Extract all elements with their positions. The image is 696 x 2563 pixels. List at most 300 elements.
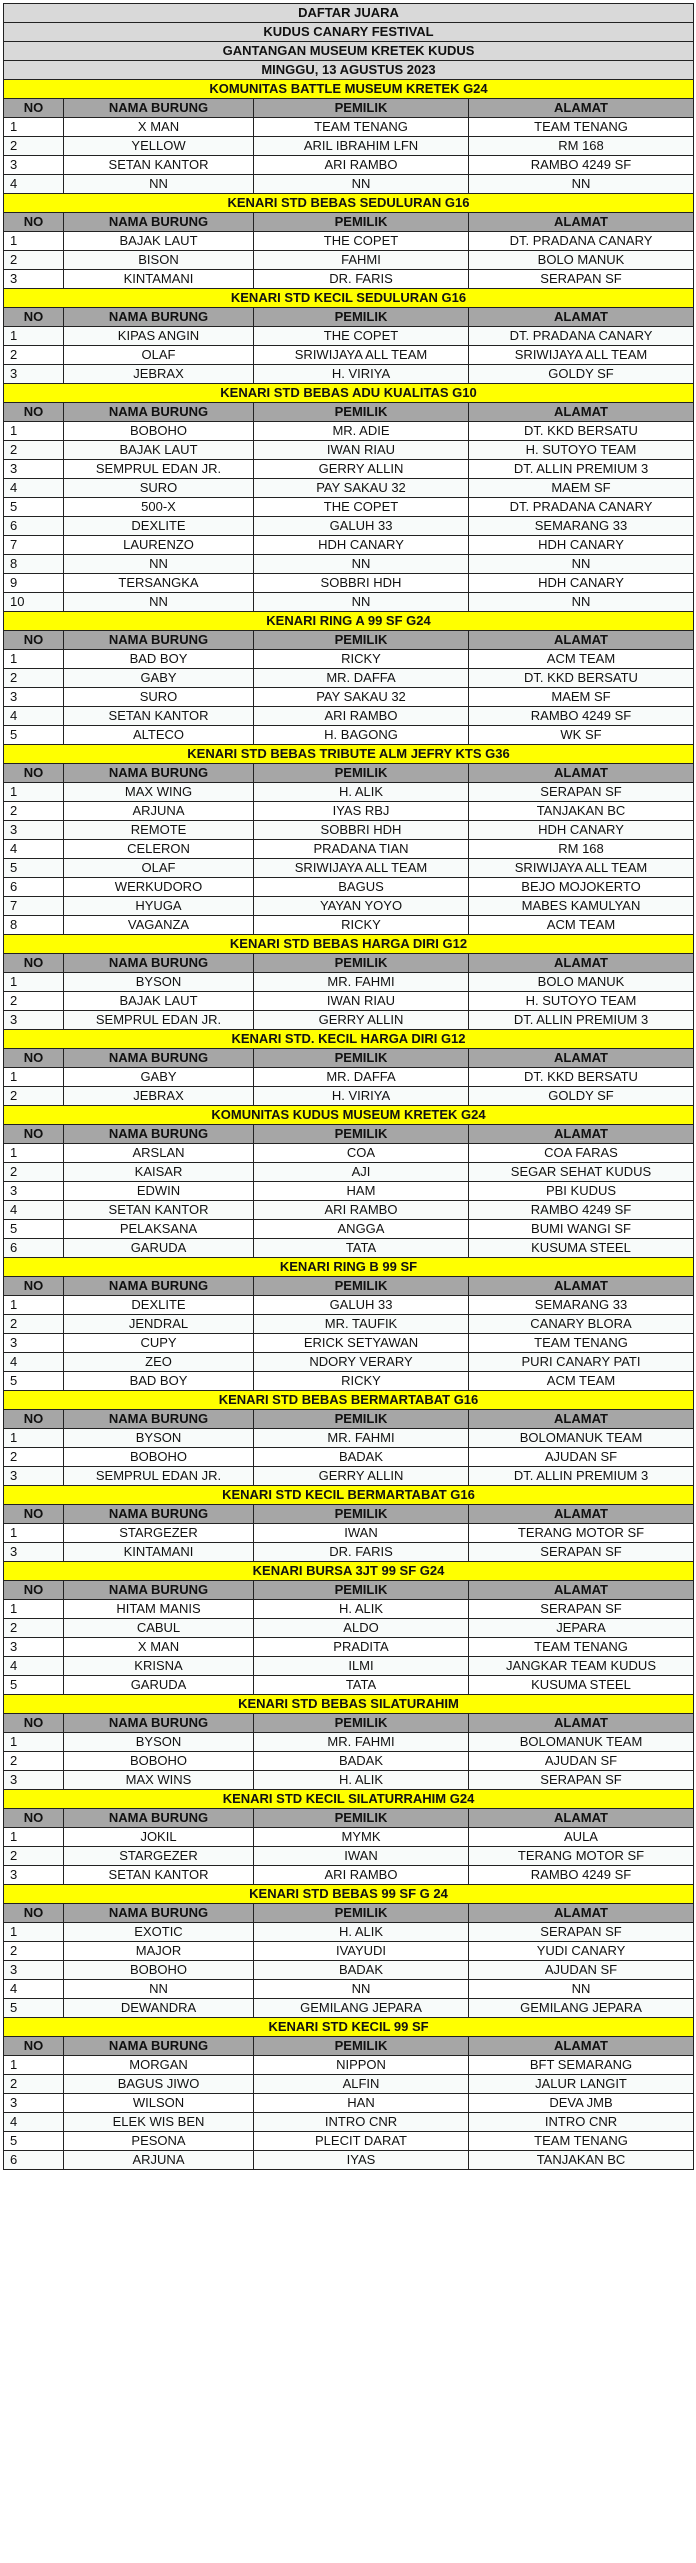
table-row (4, 783, 694, 802)
bird-name-cell: ELEK WIS BEN (64, 2113, 254, 2132)
table-row (4, 422, 694, 441)
table-row (4, 2056, 694, 2075)
column-header: NAMA BURUNG (64, 1581, 254, 1600)
address-cell: ACM TEAM (469, 1372, 694, 1391)
column-header: ALAMAT (469, 1904, 694, 1923)
address-cell: DT. PRADANA CANARY (469, 498, 694, 517)
column-header: PEMILIK (254, 1410, 469, 1429)
address-cell: HDH CANARY (469, 821, 694, 840)
bird-name-cell: WILSON (64, 2094, 254, 2113)
owner-cell: AJI (254, 1163, 469, 1182)
table-row (4, 878, 694, 897)
table-row (4, 1144, 694, 1163)
address-cell: MAEM SF (469, 479, 694, 498)
table-row (4, 593, 694, 612)
address-cell: RM 168 (469, 840, 694, 859)
bird-name-cell: DEXLITE (64, 517, 254, 536)
bird-name-cell: TERSANGKA (64, 574, 254, 593)
column-header: NAMA BURUNG (64, 954, 254, 973)
section-title-row (4, 1258, 694, 1277)
table-row (4, 1220, 694, 1239)
column-header-row (4, 308, 694, 327)
owner-cell: TEAM TENANG (254, 118, 469, 137)
table-row (4, 2075, 694, 2094)
column-header-row (4, 954, 694, 973)
column-header: PEMILIK (254, 1049, 469, 1068)
bird-name-cell: NN (64, 555, 254, 574)
rank-cell: 1 (4, 650, 64, 669)
address-cell: DT. PRADANA CANARY (469, 232, 694, 251)
section-title: KOMUNITAS KUDUS MUSEUM KRETEK G24 (4, 1106, 694, 1125)
owner-cell: NDORY VERARY (254, 1353, 469, 1372)
owner-cell: MR. FAHMI (254, 973, 469, 992)
owner-cell: MR. DAFFA (254, 1068, 469, 1087)
bird-name-cell: SEMPRUL EDAN JR. (64, 460, 254, 479)
bird-name-cell: GARUDA (64, 1239, 254, 1258)
owner-cell: H. BAGONG (254, 726, 469, 745)
section-title: KENARI STD KECIL SEDULURAN G16 (4, 289, 694, 308)
rank-cell: 1 (4, 232, 64, 251)
table-row (4, 1296, 694, 1315)
column-header: ALAMAT (469, 99, 694, 118)
column-header: NO (4, 631, 64, 650)
rank-cell: 2 (4, 1942, 64, 1961)
address-cell: DT. KKD BERSATU (469, 669, 694, 688)
column-header: PEMILIK (254, 213, 469, 232)
bird-name-cell: GARUDA (64, 1676, 254, 1695)
column-header: NO (4, 2037, 64, 2056)
address-cell: DT. ALLIN PREMIUM 3 (469, 1011, 694, 1030)
bird-name-cell: NN (64, 593, 254, 612)
rank-cell: 7 (4, 897, 64, 916)
column-header-row (4, 403, 694, 422)
table-row (4, 1999, 694, 2018)
table-row (4, 1733, 694, 1752)
owner-cell: GERRY ALLIN (254, 1011, 469, 1030)
bird-name-cell: KINTAMANI (64, 1543, 254, 1562)
bird-name-cell: BOBOHO (64, 1448, 254, 1467)
table-row (4, 175, 694, 194)
rank-cell: 5 (4, 498, 64, 517)
address-cell: KUSUMA STEEL (469, 1676, 694, 1695)
owner-cell: RICKY (254, 1372, 469, 1391)
column-header-row (4, 631, 694, 650)
section-title-row (4, 1695, 694, 1714)
table-row (4, 1429, 694, 1448)
column-header: ALAMAT (469, 954, 694, 973)
bird-name-cell: NN (64, 175, 254, 194)
rank-cell: 3 (4, 156, 64, 175)
bird-name-cell: CELERON (64, 840, 254, 859)
owner-cell: ARI RAMBO (254, 1201, 469, 1220)
address-cell: INTRO CNR (469, 2113, 694, 2132)
rank-cell: 2 (4, 137, 64, 156)
table-row (4, 1638, 694, 1657)
address-cell: NN (469, 593, 694, 612)
rank-cell: 2 (4, 992, 64, 1011)
owner-cell: ERICK SETYAWAN (254, 1334, 469, 1353)
address-cell: JEPARA (469, 1619, 694, 1638)
column-header-row (4, 1277, 694, 1296)
owner-cell: GALUH 33 (254, 1296, 469, 1315)
owner-cell: HDH CANARY (254, 536, 469, 555)
address-cell: RAMBO 4249 SF (469, 1201, 694, 1220)
address-cell: RAMBO 4249 SF (469, 707, 694, 726)
bird-name-cell: HYUGA (64, 897, 254, 916)
address-cell: SERAPAN SF (469, 270, 694, 289)
column-header-row (4, 1904, 694, 1923)
address-cell: BUMI WANGI SF (469, 1220, 694, 1239)
column-header: ALAMAT (469, 403, 694, 422)
owner-cell: SRIWIJAYA ALL TEAM (254, 346, 469, 365)
bird-name-cell: OLAF (64, 346, 254, 365)
section-title: KENARI BURSA 3JT 99 SF G24 (4, 1562, 694, 1581)
section-title-row (4, 1885, 694, 1904)
table-row (4, 498, 694, 517)
rank-cell: 4 (4, 707, 64, 726)
rank-cell: 1 (4, 2056, 64, 2075)
rank-cell: 2 (4, 346, 64, 365)
bird-name-cell: SETAN KANTOR (64, 1201, 254, 1220)
table-row (4, 726, 694, 745)
table-row (4, 517, 694, 536)
table-row (4, 1543, 694, 1562)
table-row (4, 802, 694, 821)
bird-name-cell: CABUL (64, 1619, 254, 1638)
column-header: NO (4, 99, 64, 118)
owner-cell: IWAN RIAU (254, 441, 469, 460)
document-title-row (4, 4, 694, 23)
bird-name-cell: SETAN KANTOR (64, 1866, 254, 1885)
table-row (4, 555, 694, 574)
rank-cell: 2 (4, 441, 64, 460)
address-cell: DT. ALLIN PREMIUM 3 (469, 1467, 694, 1486)
rank-cell: 5 (4, 1372, 64, 1391)
table-row (4, 441, 694, 460)
column-header: NO (4, 1904, 64, 1923)
bird-name-cell: SEMPRUL EDAN JR. (64, 1467, 254, 1486)
column-header: ALAMAT (469, 308, 694, 327)
rank-cell: 3 (4, 460, 64, 479)
section-title: KENARI STD BEBAS ADU KUALITAS G10 (4, 384, 694, 403)
column-header: NAMA BURUNG (64, 1410, 254, 1429)
rank-cell: 4 (4, 1353, 64, 1372)
table-row (4, 992, 694, 1011)
column-header: ALAMAT (469, 1505, 694, 1524)
owner-cell: ALFIN (254, 2075, 469, 2094)
column-header: NO (4, 308, 64, 327)
address-cell: SERAPAN SF (469, 1923, 694, 1942)
rank-cell: 3 (4, 2094, 64, 2113)
bird-name-cell: MAJOR (64, 1942, 254, 1961)
section-title: KENARI STD KECIL 99 SF (4, 2018, 694, 2037)
section-title-row (4, 1391, 694, 1410)
column-header: PEMILIK (254, 1809, 469, 1828)
bird-name-cell: KRISNA (64, 1657, 254, 1676)
section-title-row (4, 289, 694, 308)
section-title-row (4, 384, 694, 403)
column-header: NAMA BURUNG (64, 403, 254, 422)
bird-name-cell: KIPAS ANGIN (64, 327, 254, 346)
bird-name-cell: BOBOHO (64, 1752, 254, 1771)
address-cell: SEGAR SEHAT KUDUS (469, 1163, 694, 1182)
owner-cell: SOBBRI HDH (254, 574, 469, 593)
rank-cell: 6 (4, 2151, 64, 2170)
column-header: NO (4, 1505, 64, 1524)
bird-name-cell: NN (64, 1980, 254, 1999)
owner-cell: ANGGA (254, 1220, 469, 1239)
bird-name-cell: DEWANDRA (64, 1999, 254, 2018)
column-header: NO (4, 1714, 64, 1733)
table-row (4, 840, 694, 859)
rank-cell: 3 (4, 1011, 64, 1030)
rank-cell: 3 (4, 688, 64, 707)
column-header: ALAMAT (469, 1125, 694, 1144)
column-header-row (4, 1581, 694, 1600)
bird-name-cell: LAURENZO (64, 536, 254, 555)
rank-cell: 1 (4, 1923, 64, 1942)
address-cell: DT. ALLIN PREMIUM 3 (469, 460, 694, 479)
section-title: KENARI STD BEBAS SILATURAHIM (4, 1695, 694, 1714)
rank-cell: 3 (4, 270, 64, 289)
address-cell: BOLO MANUK (469, 973, 694, 992)
owner-cell: PRADANA TIAN (254, 840, 469, 859)
bird-name-cell: BOBOHO (64, 1961, 254, 1980)
bird-name-cell: ZEO (64, 1353, 254, 1372)
section-title: KOMUNITAS BATTLE MUSEUM KRETEK G24 (4, 80, 694, 99)
owner-cell: H. ALIK (254, 1771, 469, 1790)
address-cell: SERAPAN SF (469, 1543, 694, 1562)
rank-cell: 2 (4, 1315, 64, 1334)
bird-name-cell: ARJUNA (64, 2151, 254, 2170)
table-row (4, 1771, 694, 1790)
column-header: ALAMAT (469, 2037, 694, 2056)
document-title-row (4, 42, 694, 61)
bird-name-cell: SETAN KANTOR (64, 707, 254, 726)
column-header: ALAMAT (469, 1410, 694, 1429)
bird-name-cell: BYSON (64, 1429, 254, 1448)
bird-name-cell: BOBOHO (64, 422, 254, 441)
rank-cell: 1 (4, 1524, 64, 1543)
address-cell: RM 168 (469, 137, 694, 156)
table-row (4, 574, 694, 593)
address-cell: CANARY BLORA (469, 1315, 694, 1334)
rank-cell: 3 (4, 821, 64, 840)
rank-cell: 5 (4, 2132, 64, 2151)
address-cell: JALUR LANGIT (469, 2075, 694, 2094)
section-title: KENARI STD BEBAS 99 SF G 24 (4, 1885, 694, 1904)
column-header: ALAMAT (469, 1049, 694, 1068)
owner-cell: IWAN RIAU (254, 992, 469, 1011)
address-cell: ACM TEAM (469, 916, 694, 935)
rank-cell: 2 (4, 1619, 64, 1638)
owner-cell: FAHMI (254, 251, 469, 270)
results-body (4, 4, 694, 2170)
rank-cell: 6 (4, 878, 64, 897)
bird-name-cell: JENDRAL (64, 1315, 254, 1334)
owner-cell: YAYAN YOYO (254, 897, 469, 916)
address-cell: MAEM SF (469, 688, 694, 707)
section-title: KENARI STD BEBAS TRIBUTE ALM JEFRY KTS G36 (4, 745, 694, 764)
address-cell: WK SF (469, 726, 694, 745)
address-cell: TEAM TENANG (469, 1334, 694, 1353)
rank-cell: 3 (4, 365, 64, 384)
owner-cell: H. VIRIYA (254, 1087, 469, 1106)
table-row (4, 156, 694, 175)
document-title: DAFTAR JUARA (4, 4, 694, 23)
bird-name-cell: KINTAMANI (64, 270, 254, 289)
owner-cell: IYAS RBJ (254, 802, 469, 821)
owner-cell: MR. DAFFA (254, 669, 469, 688)
owner-cell: TATA (254, 1676, 469, 1695)
address-cell: PURI CANARY PATI (469, 1353, 694, 1372)
table-row (4, 1619, 694, 1638)
column-header: NAMA BURUNG (64, 1125, 254, 1144)
rank-cell: 2 (4, 2075, 64, 2094)
address-cell: SERAPAN SF (469, 1600, 694, 1619)
owner-cell: ARI RAMBO (254, 156, 469, 175)
column-header: PEMILIK (254, 631, 469, 650)
owner-cell: BADAK (254, 1961, 469, 1980)
owner-cell: MR. TAUFIK (254, 1315, 469, 1334)
column-header: PEMILIK (254, 1714, 469, 1733)
rank-cell: 3 (4, 1182, 64, 1201)
column-header: NO (4, 1277, 64, 1296)
rank-cell: 3 (4, 1771, 64, 1790)
address-cell: SERAPAN SF (469, 1771, 694, 1790)
table-row (4, 916, 694, 935)
table-row (4, 1524, 694, 1543)
owner-cell: NN (254, 593, 469, 612)
bird-name-cell: ARSLAN (64, 1144, 254, 1163)
rank-cell: 1 (4, 1600, 64, 1619)
address-cell: TERANG MOTOR SF (469, 1847, 694, 1866)
address-cell: DEVA JMB (469, 2094, 694, 2113)
bird-name-cell: BAD BOY (64, 1372, 254, 1391)
table-row (4, 1866, 694, 1885)
column-header: PEMILIK (254, 1277, 469, 1296)
column-header-row (4, 1049, 694, 1068)
bird-name-cell: OLAF (64, 859, 254, 878)
owner-cell: GALUH 33 (254, 517, 469, 536)
owner-cell: ILMI (254, 1657, 469, 1676)
section-title-row (4, 1562, 694, 1581)
rank-cell: 4 (4, 479, 64, 498)
owner-cell: NN (254, 1980, 469, 1999)
owner-cell: H. ALIK (254, 1600, 469, 1619)
column-header: NAMA BURUNG (64, 99, 254, 118)
bird-name-cell: MAX WING (64, 783, 254, 802)
column-header-row (4, 1125, 694, 1144)
table-row (4, 1847, 694, 1866)
table-row (4, 1961, 694, 1980)
document-title-row (4, 23, 694, 42)
table-row (4, 346, 694, 365)
owner-cell: COA (254, 1144, 469, 1163)
bird-name-cell: BAD BOY (64, 650, 254, 669)
address-cell: TEAM TENANG (469, 118, 694, 137)
bird-name-cell: 500-X (64, 498, 254, 517)
rank-cell: 7 (4, 536, 64, 555)
rank-cell: 2 (4, 802, 64, 821)
bird-name-cell: BAJAK LAUT (64, 441, 254, 460)
owner-cell: HAN (254, 2094, 469, 2113)
rank-cell: 10 (4, 593, 64, 612)
table-row (4, 1201, 694, 1220)
owner-cell: RICKY (254, 650, 469, 669)
column-header: NO (4, 1049, 64, 1068)
owner-cell: NIPPON (254, 2056, 469, 2075)
rank-cell: 3 (4, 1467, 64, 1486)
bird-name-cell: SURO (64, 479, 254, 498)
rank-cell: 1 (4, 422, 64, 441)
column-header: PEMILIK (254, 308, 469, 327)
address-cell: H. SUTOYO TEAM (469, 441, 694, 460)
table-row (4, 1011, 694, 1030)
section-title-row (4, 935, 694, 954)
owner-cell: H. VIRIYA (254, 365, 469, 384)
owner-cell: IWAN (254, 1847, 469, 1866)
column-header: ALAMAT (469, 1809, 694, 1828)
table-row (4, 669, 694, 688)
table-row (4, 1315, 694, 1334)
address-cell: NN (469, 175, 694, 194)
bird-name-cell: BAJAK LAUT (64, 232, 254, 251)
address-cell: SRIWIJAYA ALL TEAM (469, 346, 694, 365)
address-cell: RAMBO 4249 SF (469, 156, 694, 175)
rank-cell: 4 (4, 175, 64, 194)
column-header-row (4, 1809, 694, 1828)
address-cell: H. SUTOYO TEAM (469, 992, 694, 1011)
owner-cell: MYMK (254, 1828, 469, 1847)
table-row (4, 897, 694, 916)
section-title-row (4, 612, 694, 631)
owner-cell: SRIWIJAYA ALL TEAM (254, 859, 469, 878)
section-title-row (4, 1030, 694, 1049)
address-cell: SEMARANG 33 (469, 1296, 694, 1315)
rank-cell: 2 (4, 669, 64, 688)
owner-cell: MR. ADIE (254, 422, 469, 441)
bird-name-cell: ARJUNA (64, 802, 254, 821)
bird-name-cell: BAJAK LAUT (64, 992, 254, 1011)
rank-cell: 4 (4, 1201, 64, 1220)
table-row (4, 251, 694, 270)
rank-cell: 1 (4, 1144, 64, 1163)
rank-cell: 1 (4, 973, 64, 992)
table-row (4, 1448, 694, 1467)
table-row (4, 1334, 694, 1353)
section-title: KENARI STD BEBAS SEDULURAN G16 (4, 194, 694, 213)
owner-cell: SOBBRI HDH (254, 821, 469, 840)
table-row (4, 821, 694, 840)
rank-cell: 3 (4, 1866, 64, 1885)
section-title-row (4, 1106, 694, 1125)
rank-cell: 4 (4, 2113, 64, 2132)
column-header: NO (4, 403, 64, 422)
rank-cell: 8 (4, 916, 64, 935)
table-row (4, 479, 694, 498)
bird-name-cell: BISON (64, 251, 254, 270)
owner-cell: THE COPET (254, 232, 469, 251)
rank-cell: 3 (4, 1638, 64, 1657)
bird-name-cell: REMOTE (64, 821, 254, 840)
rank-cell: 5 (4, 1999, 64, 2018)
column-header: PEMILIK (254, 1125, 469, 1144)
section-title: KENARI RING A 99 SF G24 (4, 612, 694, 631)
column-header: NAMA BURUNG (64, 308, 254, 327)
column-header: ALAMAT (469, 1581, 694, 1600)
table-row (4, 1068, 694, 1087)
